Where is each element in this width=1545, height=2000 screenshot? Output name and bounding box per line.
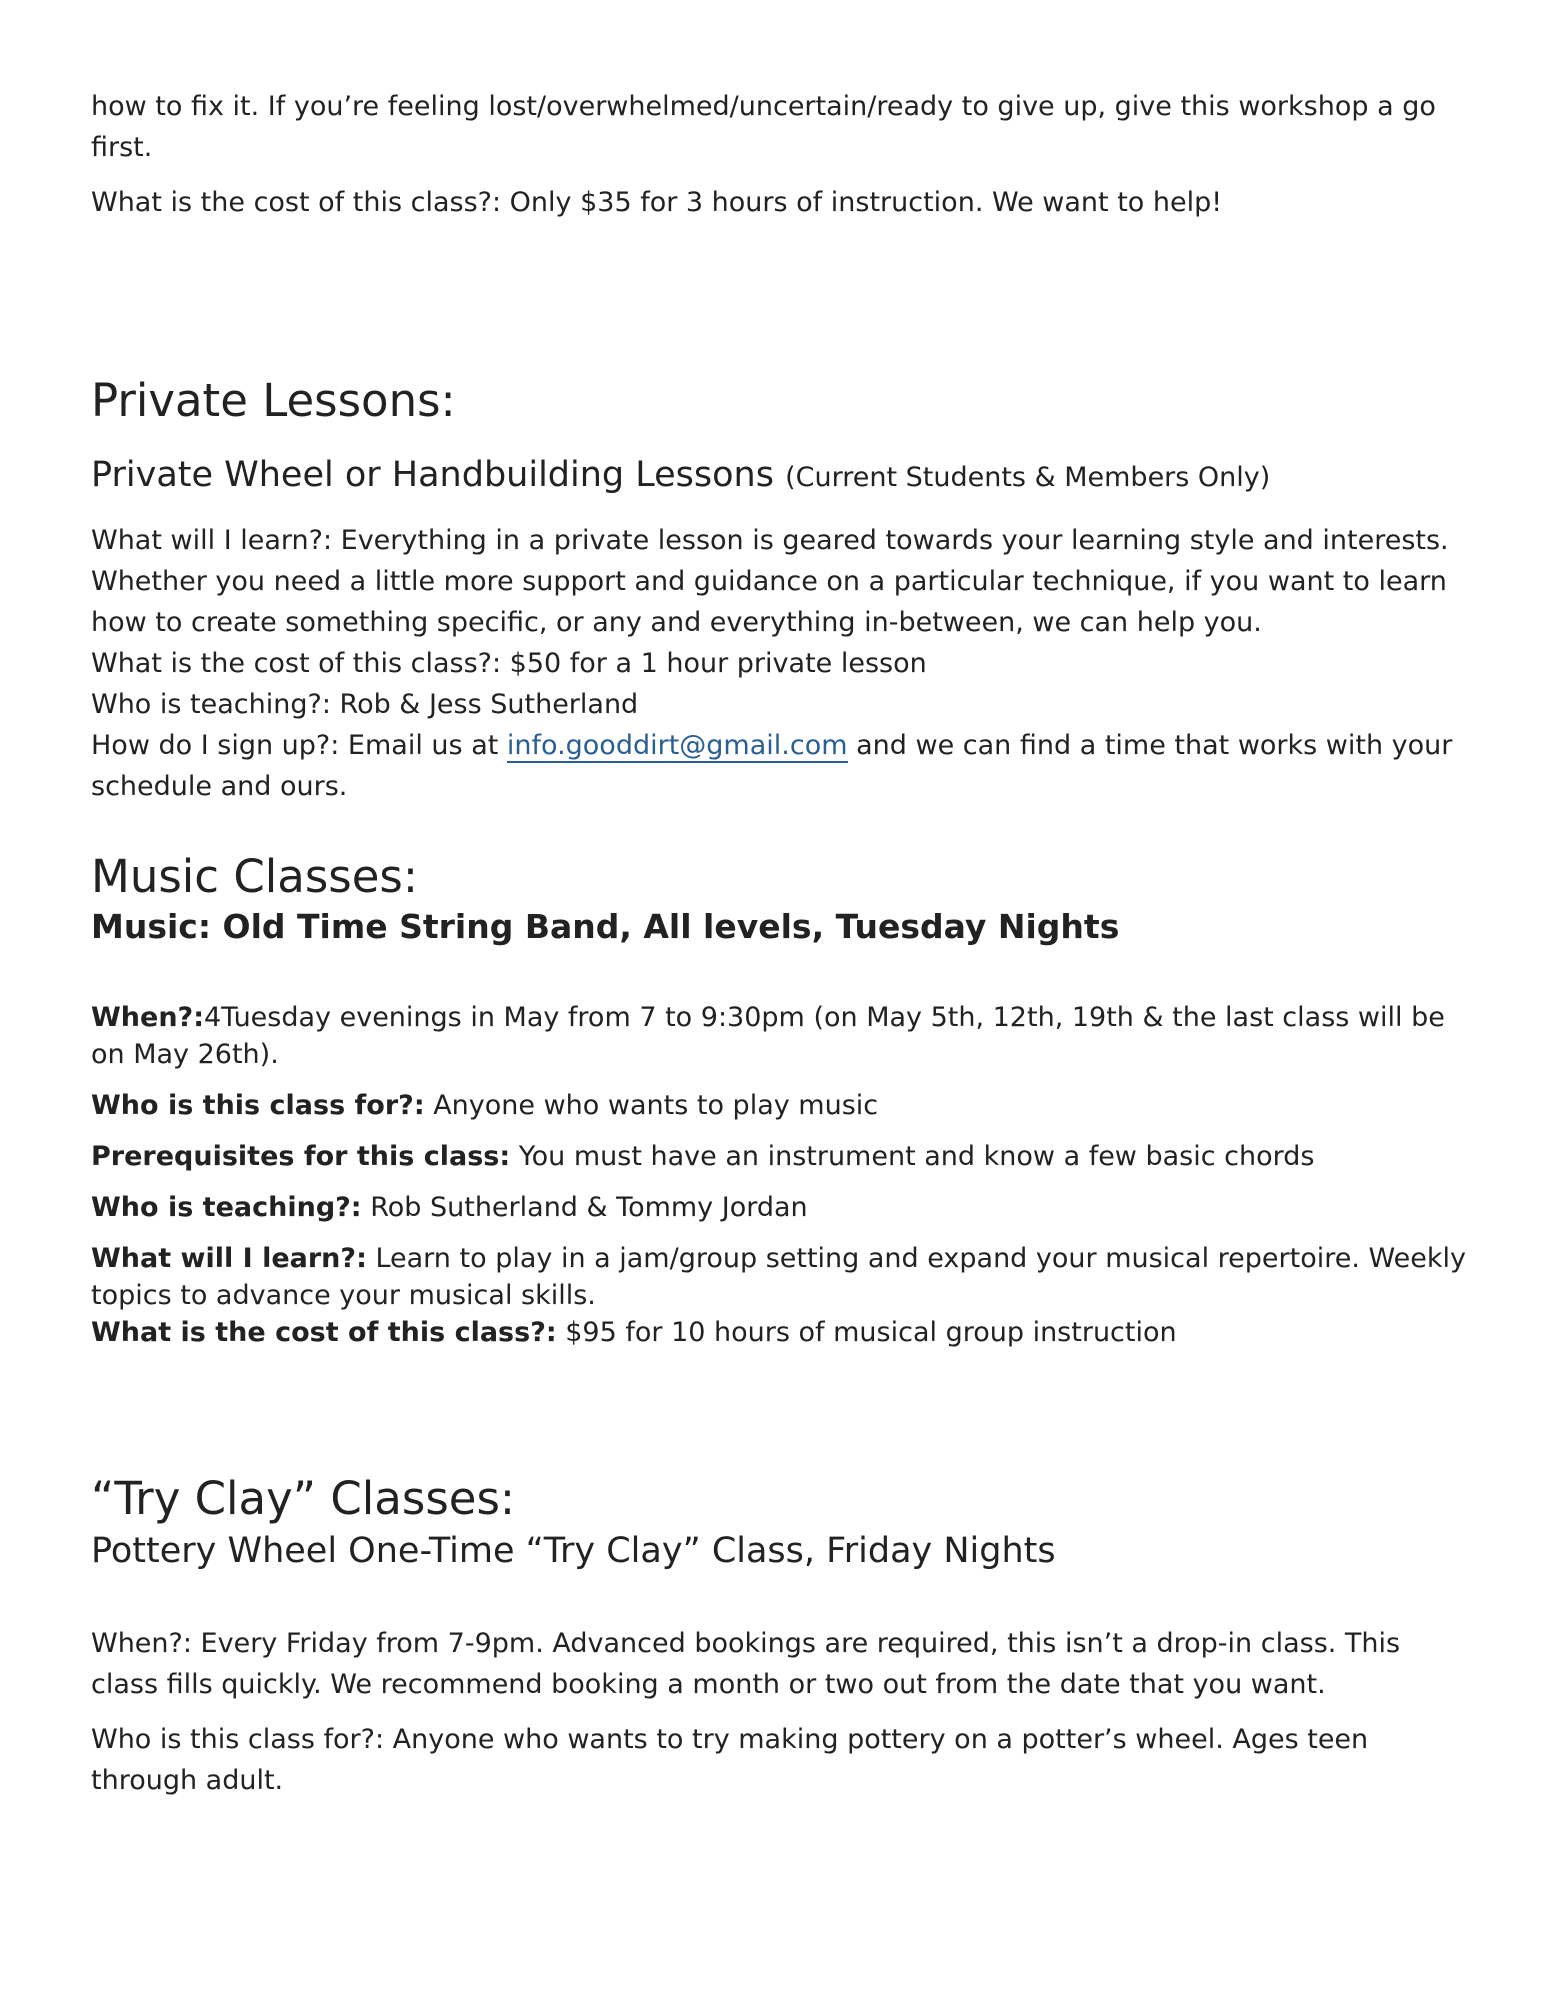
music-learn-value: Learn to play in a jam/group setting and expand your musical repertoire. Weekly topics to advance your musical skills. <box>91 1243 1466 1311</box>
music-when <box>91 999 1471 1073</box>
intro-section <box>91 86 1471 223</box>
private-cost: What is the cost of this class?: $50 for a 1 hour private lesson <box>91 648 927 679</box>
music-when-value: 4Tuesday evenings in May from 7 to 9:30pm <box>204 1002 805 1033</box>
try-clay-heading: “Try Clay” Classes: <box>91 1472 516 1525</box>
music-learn-label: What will I learn?: <box>91 1243 367 1274</box>
music-teacher <box>91 1189 1471 1226</box>
intro-cost: What is the cost of this class?: Only $35 for 3 hours of instruction. We want to help! <box>91 187 1223 218</box>
intro-paragraph: how to fix it. If you’re feeling lost/overwhelmed/uncertain/ready to give up, give this workshop a go first. <box>91 91 1436 163</box>
music-classes-section <box>91 849 1471 1351</box>
private-lessons-title: Private Wheel or Handbuilding Lessons <box>91 455 774 495</box>
music-cost-value: $95 for 10 hours of musical group instruction <box>556 1317 1177 1348</box>
music-learn <box>91 1240 1471 1314</box>
email-link[interactable]: info.gooddirt@gmail.com <box>506 730 848 761</box>
music-for-value: Anyone who wants to play music <box>424 1090 879 1121</box>
private-lessons-heading: Private Lessons: <box>91 374 456 427</box>
try-clay-section <box>91 1471 1471 1801</box>
private-lessons-note: (Current Students & Members Only) <box>785 462 1271 493</box>
try-clay-for: Who is this class for?: Anyone who wants to try making pottery on a potter’s wheel. Ages teen through adult. <box>91 1724 1369 1796</box>
try-clay-when: When?: Every Friday from 7-9pm. Advanced bookings are required, this isn’t a drop-in class. This class fills quickly. We recommend booking a month or two out from the date that you want. <box>91 1628 1401 1700</box>
music-teacher-label: Who is teaching?: <box>91 1192 362 1223</box>
music-prereq-value: You must have an instrument and know a few basic chords <box>510 1141 1315 1172</box>
music-cost-label: What is the cost of this class?: <box>91 1317 557 1348</box>
music-prereq <box>91 1138 1471 1175</box>
private-signup-suffix: and we can find a time that works with your schedule and ours. <box>91 730 1453 802</box>
private-teacher: Who is teaching?: Rob & Jess Sutherland <box>91 689 639 720</box>
music-teacher-value: Rob Sutherland & Tommy Jordan <box>361 1192 808 1223</box>
music-class-title: Music: Old Time String Band, All levels, Tuesday Nights <box>91 907 1120 946</box>
music-for <box>91 1087 1471 1124</box>
music-for-label: Who is this class for?: <box>91 1090 425 1121</box>
private-signup-prefix: How do I sign up?: Email us at <box>91 730 507 761</box>
document-page <box>91 86 1471 1801</box>
music-cost <box>91 1314 1471 1351</box>
music-prereq-label: Prerequisites for this class: <box>91 1141 511 1172</box>
private-lessons-section <box>91 373 1471 807</box>
private-signup <box>91 725 1471 807</box>
try-clay-subheading: Pottery Wheel One-Time “Try Clay” Class, Friday Nights <box>91 1531 1056 1571</box>
music-when-label: When?: <box>91 1002 204 1033</box>
music-classes-heading: Music Classes: <box>91 850 419 903</box>
private-lessons-subheading <box>91 451 1471 502</box>
private-learn: What will I learn?: Everything in a private lesson is geared towards your learning style and interests. Whether you need a little more support and guidance on a particular technique, if you want to learn how to create something specific, or any and everything in-between, we can help you. <box>91 525 1449 638</box>
music-when-note: (on May 5th, 12th, 19th & the last class will be on May 26th). <box>91 1002 1445 1070</box>
